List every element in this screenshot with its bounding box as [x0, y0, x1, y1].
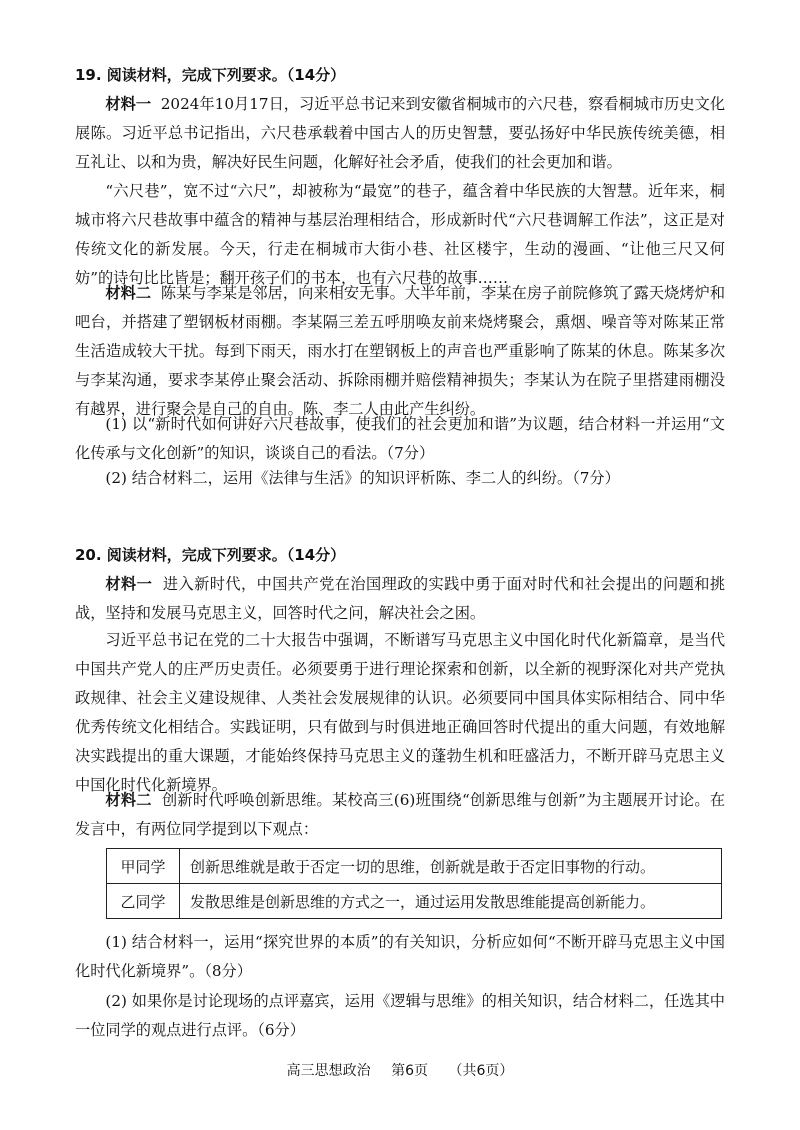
student-name: 乙同学	[107, 884, 180, 919]
footer-subject: 高三思想政治	[286, 1063, 371, 1079]
q20-material-2-text: 创新时代呼唤创新思维。某校高三(6)班围绕“创新思维与创新”为主题展开讨论。在发言中，有两位同学提到以下观点：	[75, 791, 726, 838]
page-footer	[0, 1060, 800, 1080]
question-19-title: 19. 阅读材料，完成下列要求。（14分）	[75, 66, 346, 84]
q19-material-2-text: 陈某与李某是邻居，向来相安无事。大半年前，李某在房子前院修筑了露天烧烤炉和吧台，并搭建了塑钢板材雨棚。李某隔三差五呼朋唤友前来烧烤聚会，熏烟、噪音等对陈某正常生活造成较大干扰。每到下雨天，雨水打在塑钢板上的声音也严重影响了陈某的休息。陈某多次与李某沟通，要求李某停止聚会活动、拆除雨棚并赔偿精神损失；李某认为在院子里搭建雨棚没有越界，进行聚会是自己的自由。陈、李二人由此产生纠纷。	[75, 284, 726, 418]
q20-material-1-para-1	[75, 570, 725, 628]
q19-material-1-label: 材料一	[105, 95, 152, 113]
student-views-table	[106, 848, 722, 919]
question-20-title: 20. 阅读材料，完成下列要求。（14分）	[75, 546, 346, 564]
student-view: 发散思维是创新思维的方式之一，通过运用发散思维能提高创新能力。	[180, 884, 722, 919]
q20-material-2-label: 材料二	[105, 791, 152, 809]
q20-subquestion-1: (1) 结合材料一，运用“探究世界的本质”的有关知识，分析应如何“不断开辟马克思主义中国化时代化新境界”。（8分）	[75, 933, 725, 980]
footer-page-number: 第6页	[391, 1063, 428, 1079]
q20-material-1-label: 材料一	[105, 575, 153, 593]
q19-material-2-label: 材料二	[105, 284, 152, 302]
footer-total-pages: （共6页）	[448, 1063, 514, 1079]
table-row	[107, 884, 722, 919]
q20-material-1-para-2: 习近平总书记在党的二十大报告中强调，不断谱写马克思主义中国化时代化新篇章，是当代中国共产党人的庄严历史责任。必须要勇于进行理论探索和创新，以全新的视野深化对共产党执政规律、社会主义建设规律、人类社会发展规律的认识。必须要同中国具体实际相结合、同中华优秀传统文化相结合。实践证明，只有做到与时俱进地正确回答时代提出的重大问题，有效地解决实践提出的重大课题，才能始终保持马克思主义的蓬勃生机和旺盛活力，不断开辟马克思主义中国化时代化新境界。	[75, 631, 725, 794]
q20-subquestion-2: (2) 如果你是讨论现场的点评嘉宾，运用《逻辑与思维》的相关知识，结合材料二，任选其中一位同学的观点进行点评。（6分）	[75, 992, 725, 1039]
table-row	[107, 849, 722, 884]
q19-material-1-para-1	[75, 90, 725, 177]
q19-material-1-para-2: “六尺巷”，宽不过“六尺”，却被称为“最宽”的巷子，蕴含着中华民族的大智慧。近年来，桐城市将六尺巷故事中蕴含的精神与基层治理相结合，形成新时代“六尺巷调解工作法”，这正是对传统文化的新发展。今天，行走在桐城市大街小巷、社区楼宇，生动的漫画、“让他三尺又何妨”的诗句比比皆是；翻开孩子们的书本，也有六尺巷的故事……	[75, 182, 725, 287]
q20-material-1-text: 进入新时代，中国共产党在治国理政的实践中勇于面对时代和社会提出的问题和挑战，坚持和发展马克思主义，回答时代之问，解决社会之困。	[75, 575, 726, 622]
q19-material-1-text: 2024年10月17日，习近平总书记来到安徽省桐城市的六尺巷，察看桐城市历史文化展陈。习近平总书记指出，六尺巷承载着中国古人的历史智慧，要弘扬好中华民族传统美德，相互礼让、以和为贵，解决好民生问题，化解好社会矛盾，使我们的社会更加和谐。	[75, 95, 726, 171]
student-view: 创新思维就是敢于否定一切的思维，创新就是敢于否定旧事物的行动。	[180, 849, 722, 884]
q19-material-2-para	[75, 279, 725, 424]
q20-material-2-para	[75, 786, 725, 844]
q19-subquestion-2: (2) 结合材料二，运用《法律与生活》的知识评析陈、李二人的纠纷。（7分）	[105, 469, 620, 487]
student-name: 甲同学	[107, 849, 180, 884]
q19-subquestion-1: (1) 以“新时代如何讲好六尺巷故事，使我们的社会更加和谐”为议题，结合材料一并运用“文化传承与文化创新”的知识，谈谈自己的看法。（7分）	[75, 415, 725, 462]
